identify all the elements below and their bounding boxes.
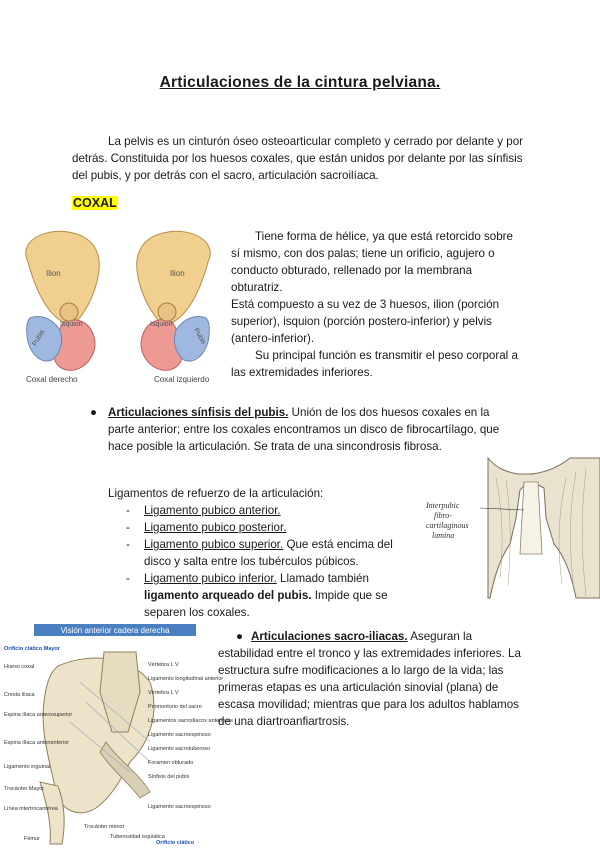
coxal-bones-illustration — [8, 222, 228, 387]
sr-6: Ligamento sacrotuberoso — [148, 746, 211, 752]
sl-8: Fémur — [24, 836, 40, 842]
bullet-dot: ● — [236, 630, 244, 643]
sr-0: Vértebra L V — [148, 662, 179, 668]
sl-2: Cresta ilíaca — [4, 692, 35, 698]
sr-3: Promontorio del sacro — [148, 704, 202, 710]
sb-0: Trocánter menor — [84, 824, 125, 830]
sr-2: Vértebra L V — [148, 690, 179, 696]
caption-coxal-izquierdo: Coxal izquierdo — [154, 375, 210, 384]
symphysis-figure — [426, 458, 600, 598]
sl-7: Línea intertrocantérea — [4, 806, 58, 812]
fig-label-line1: Interpubic — [426, 501, 460, 510]
lig-4-rest-b: Impide que se separen los coxales. — [144, 589, 388, 619]
sl-1: Hueso coxal — [4, 664, 35, 670]
sinfisis-heading: Articulaciones sínfisis del pubis. — [108, 406, 289, 419]
list-item — [126, 570, 408, 621]
ligaments-block — [108, 485, 408, 621]
label-pubis-right: Pubis — [192, 327, 207, 346]
sr-5: Ligamento sacroespinoso — [148, 732, 211, 738]
sr-10: Orificio ciático — [156, 840, 195, 846]
sl-3: Espina ilíaca anterosuperior — [4, 712, 73, 718]
sinfisis-section — [90, 404, 510, 455]
sr-4: Ligamentos sacroilíacos anteriores — [148, 718, 233, 724]
coxal-description — [231, 228, 523, 381]
coxal-heading: COXAL — [73, 196, 117, 210]
coxal-derecho-illustration — [26, 231, 100, 370]
sr-9: Ligamento sacroespinoso — [148, 804, 211, 810]
coxal-izquierdo-illustration — [137, 231, 211, 370]
list-item — [126, 502, 408, 519]
list-item — [126, 519, 408, 536]
sacro-figure-header: Visión anterior cadera derecha — [60, 626, 170, 635]
lig-4-rest-a: Llamado también — [276, 572, 369, 585]
ligaments-list — [126, 502, 408, 621]
sacro-text: Aseguran la estabilidad entre el tronco y las extremidades inferiores. La estructura sufre modificaciones a lo largo de la vida; las primeras etapas es una articulación sinovial (plana) de escasa movilidad; mientras que para los adultos hablamos de una diartroanfiartrosis. — [218, 630, 521, 728]
sacro-section — [218, 628, 528, 730]
symphysis-illustration — [426, 458, 600, 598]
sacro-heading: Articulaciones sacro-iliacas. — [251, 630, 408, 643]
lig-4: Ligamento pubico inferior. — [144, 572, 277, 585]
sinfisis-text: Unión de los dos huesos coxales en la parte anterior; entre los coxales encontramos un disco de fibrocartílago, que hace posible la articulación. Se trata de una sincondrosis fibrosa. — [108, 406, 500, 453]
sr-7: Foramen obturado — [148, 760, 194, 766]
sacroiliac-illustration — [0, 622, 233, 848]
sl-6: Trocánter Mayor — [4, 786, 45, 792]
coxal-desc-3: Su principal función es transmitir el peso corporal a las extremidades inferiores. — [231, 349, 518, 379]
bullet-dot: ● — [90, 406, 98, 419]
sl-0: Orificio ciático Mayor — [4, 646, 60, 652]
sr-1: Ligamento longitudinal anterior — [148, 676, 224, 682]
coxal-figure — [8, 222, 228, 387]
list-item — [126, 536, 408, 570]
sl-5: Ligamento inguinal — [4, 764, 51, 770]
label-isquion-right: Isquion — [150, 321, 173, 328]
caption-coxal-derecho: Coxal derecho — [26, 375, 78, 384]
sacroiliac-figure — [0, 622, 233, 848]
label-pubis-left: Pubis — [31, 328, 47, 348]
sl-4: Espina ilíaca anteroinferior — [4, 740, 70, 746]
coxal-desc-2: Está compuesto a su vez de 3 huesos, ilion (porción superior), isquion (porción postero-inferior) y pelvis (antero-inferior). — [231, 298, 500, 345]
lig-1: Ligamento pubico anterior. — [144, 504, 281, 517]
lig-3: Ligamento pubico superior. — [144, 538, 284, 551]
label-ilion-right: Ilion — [170, 269, 185, 278]
fig-label-line2: fibro- — [434, 511, 452, 520]
lig-4-bold: ligamento arqueado del pubis. — [144, 589, 312, 602]
fig-label-line4: lamina — [432, 531, 455, 540]
lig-3-rest: Que está encima del disco y salta entre los tubérculos púbicos. — [144, 538, 393, 568]
sb-1: Tuberosidad isquiática — [110, 834, 165, 840]
intro-paragraph: La pelvis es un cinturón óseo osteoarticular completo y cerrado por delante y por detrás. Constituida por los huesos coxales, que están unidos por delante por las sínfisis del pubis, y por detrás con el sacro, articulación sacroilíaca. — [72, 135, 524, 182]
fig-label-line3: cartilaginous — [426, 521, 469, 530]
page-title: Articulaciones de la cintura pelviana. — [159, 74, 441, 91]
sr-8: Sínfisis del pubis — [148, 774, 190, 780]
label-ilion-left: Ilion — [46, 269, 61, 278]
lig-2: Ligamento pubico posterior. — [144, 521, 287, 534]
label-isquion-left: Isquion — [60, 321, 83, 328]
ligaments-intro: Ligamentos de refuerzo de la articulación: — [108, 487, 324, 500]
coxal-desc-1: Tiene forma de hélice, ya que está retorcido sobre sí mismo, con dos palas; tiene un orificio, agujero o conducto obturado, rellenado por la membrana obturatriz. — [231, 230, 513, 294]
